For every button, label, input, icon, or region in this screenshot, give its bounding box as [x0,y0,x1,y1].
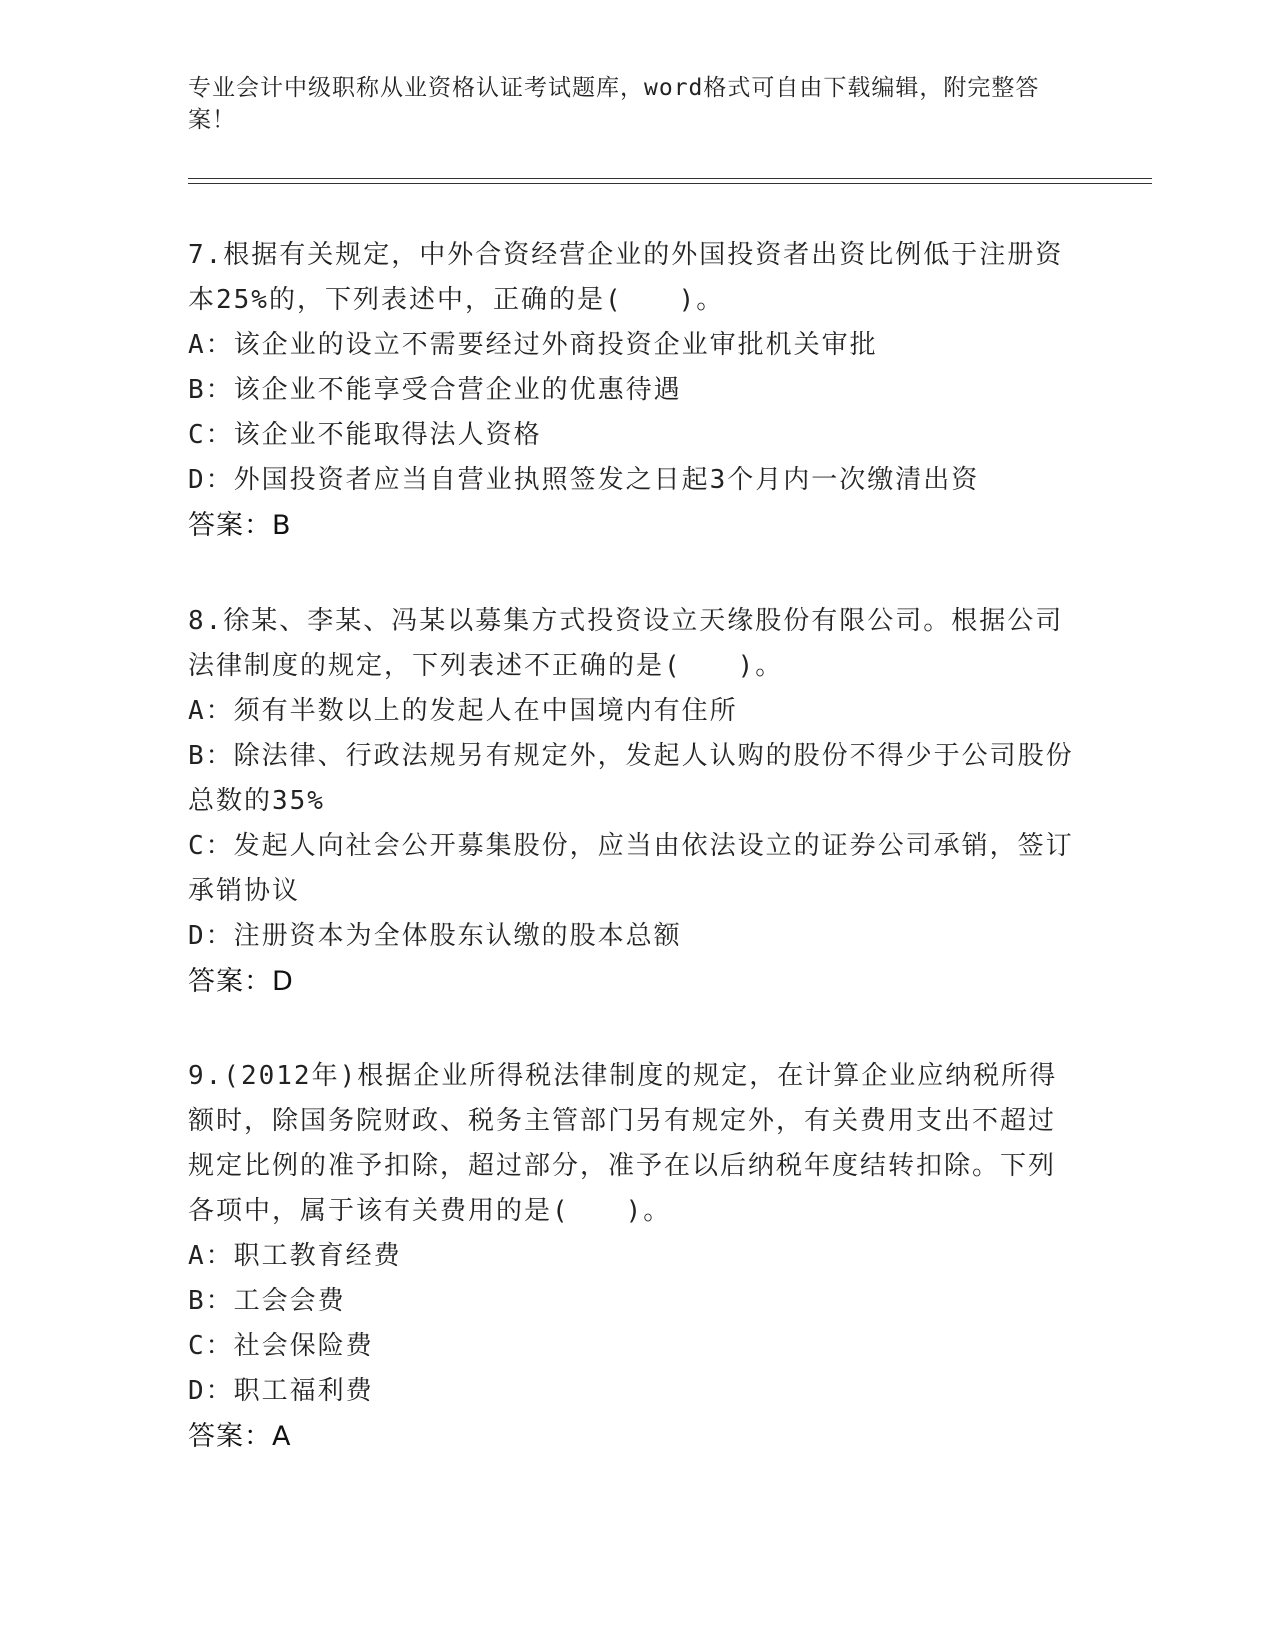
question-block [188,599,1078,1004]
question-block [188,233,1078,548]
option-a: A：须有半数以上的发起人在中国境内有住所 [188,696,738,726]
answer-label: 答案：B [188,510,292,541]
option-b: B：除法律、行政法规另有规定外，发起人认购的股份不得少于公司股份总数的35% [188,741,1074,816]
document-header: 专业会计中级职称从业资格认证考试题库，word格式可自由下载编辑，附完整答案！ [188,75,1040,133]
answer-label: 答案：D [188,966,294,997]
answer-label: 答案：A [188,1421,292,1452]
option-c: C：社会保险费 [188,1331,374,1361]
header-divider-line [188,183,1152,184]
option-d: D：职工福利费 [188,1376,374,1406]
option-a: A：该企业的设立不需要经过外商投资企业审批机关审批 [188,330,878,360]
header-divider-line [188,178,1152,179]
option-d: D：注册资本为全体股东认缴的股本总额 [188,921,682,951]
option-c: C：发起人向社会公开募集股份，应当由依法设立的证券公司承销，签订承销协议 [188,831,1074,906]
question-block [188,1054,1078,1459]
option-c: C：该企业不能取得法人资格 [188,420,542,450]
question-stem: 7.根据有关规定，中外合资经营企业的外国投资者出资比例低于注册资本25%的，下列表述中，正确的是( )。 [188,240,1064,315]
question-stem: 8.徐某、李某、冯某以募集方式投资设立天缘股份有限公司。根据公司法律制度的规定，下列表述不正确的是( )。 [188,606,1064,681]
question-stem: 9.(2012年)根据企业所得税法律制度的规定，在计算企业应纳税所得额时，除国务院财政、税务主管部门另有规定外，有关费用支出不超过规定比例的准予扣除，超过部分，准予在以后纳税年度结转扣除。下列各项中，属于该有关费用的是( )。 [188,1061,1058,1226]
option-a: A：职工教育经费 [188,1241,402,1271]
option-b: B：该企业不能享受合营企业的优惠待遇 [188,375,682,405]
option-d: D：外国投资者应当自营业执照签发之日起3个月内一次缴清出资 [188,465,980,495]
option-b: B：工会会费 [188,1286,346,1316]
